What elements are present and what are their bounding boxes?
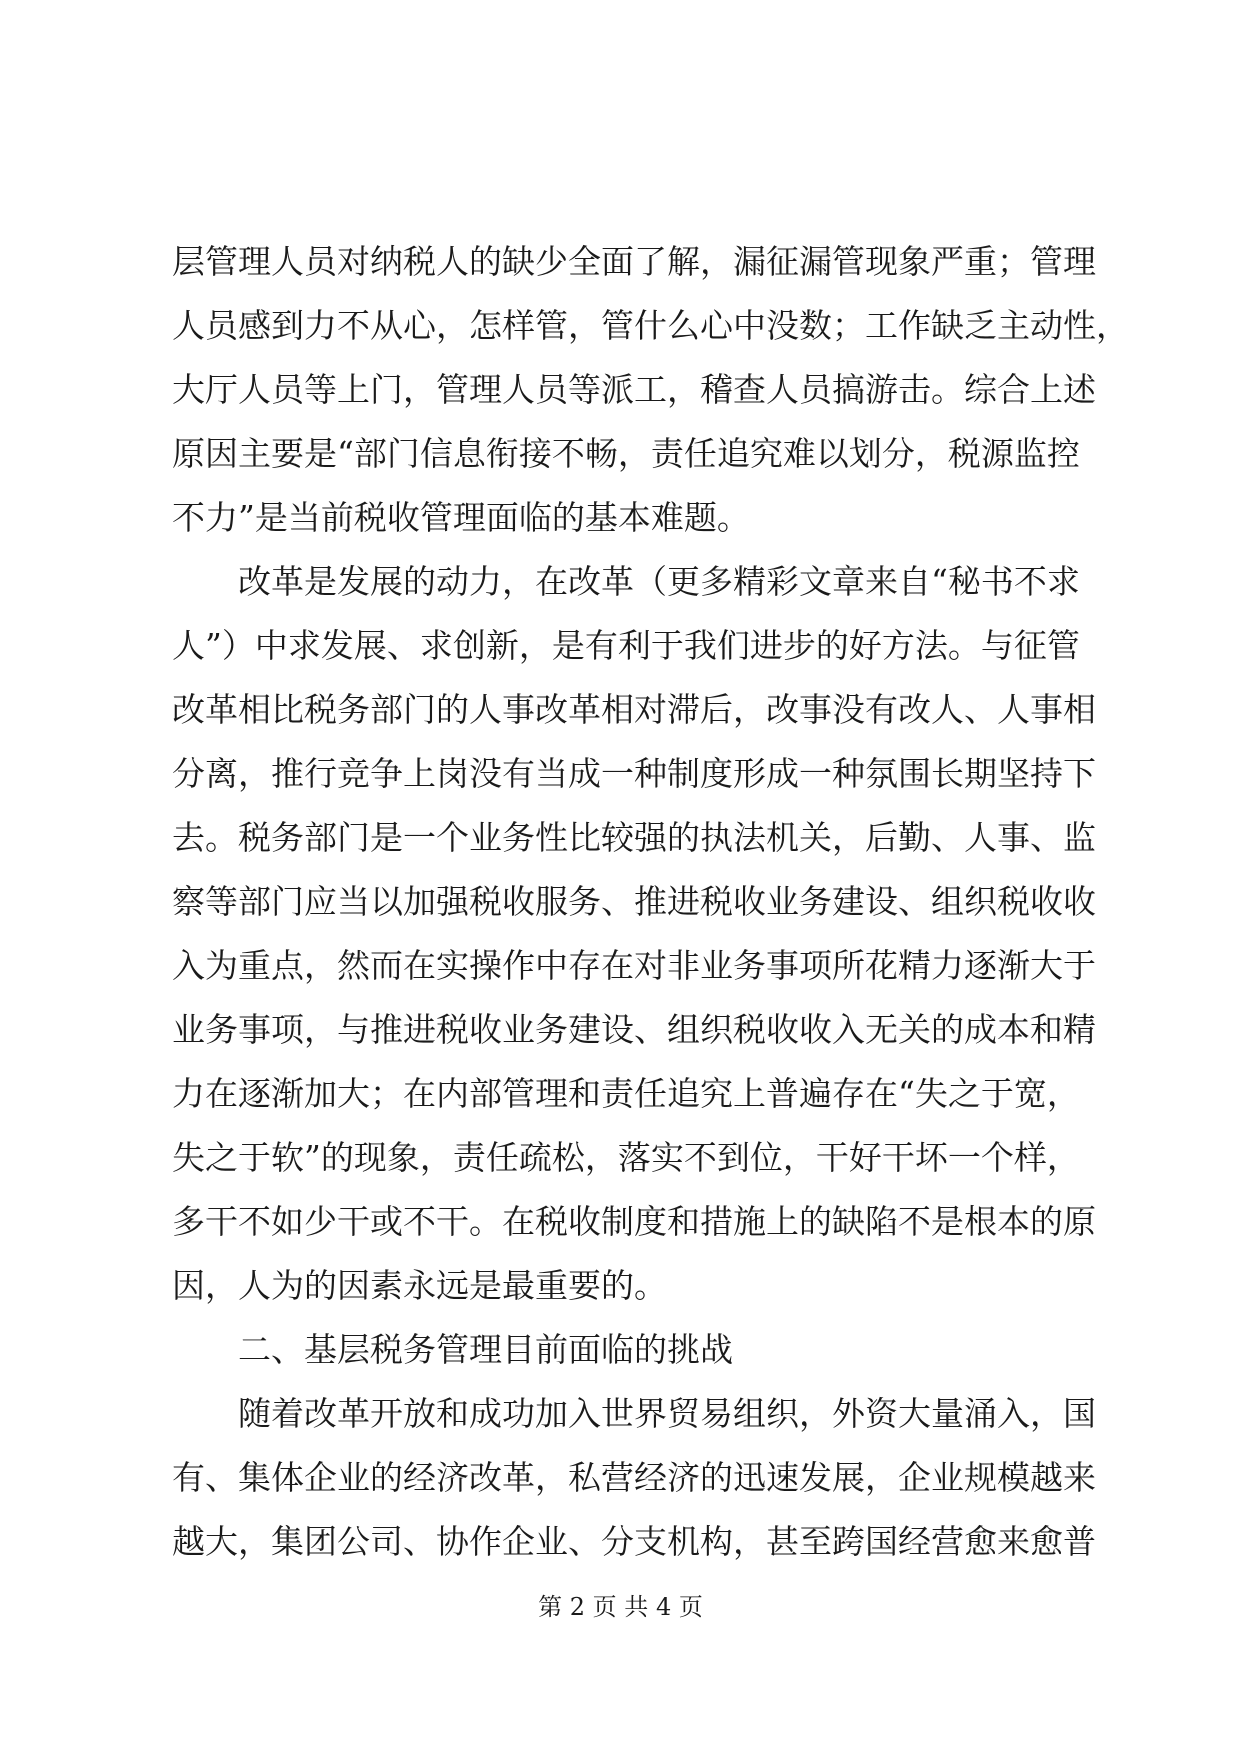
- text-line: 察等部门应当以加强税收服务、推进税收业务建设、组织税收收: [172, 882, 1096, 921]
- text-line: 原因主要是“部门信息衔接不畅，责任追究难以划分，税源监控: [172, 434, 1080, 473]
- page-number-footer: 第 2 页 共 4 页: [538, 1593, 703, 1621]
- text-line: 越大，集团公司、协作企业、分支机构，甚至跨国经营愈来愈普: [172, 1522, 1096, 1561]
- text-line: 业务事项，与推进税收业务建设、组织税收收入无关的成本和精: [172, 1010, 1096, 1049]
- paragraph-first-line: 随着改革开放和成功加入世界贸易组织，外资大量涌入，国: [238, 1394, 1096, 1433]
- text-line: 不力”是当前税收管理面临的基本难题。: [172, 498, 750, 537]
- text-line: 分离，推行竞争上岗没有当成一种制度形成一种氛围长期坚持下: [172, 754, 1096, 793]
- text-line: 层管理人员对纳税人的缺少全面了解，漏征漏管现象严重；管理: [172, 242, 1096, 281]
- text-line: 失之于软”的现象，责任疏松，落实不到位，干好干坏一个样，: [172, 1138, 1080, 1177]
- text-line: 多干不如少干或不干。在税收制度和措施上的缺陷不是根本的原: [172, 1202, 1096, 1241]
- text-line: 力在逐渐加大；在内部管理和责任追究上普遍存在“失之于宽，: [172, 1074, 1080, 1113]
- text-line: 有、集体企业的经济改革，私营经济的迅速发展，企业规模越来: [172, 1458, 1096, 1497]
- text-line: 大厅人员等上门，管理人员等派工，稽查人员搞游击。综合上述: [172, 370, 1096, 409]
- text-line: 入为重点，然而在实操作中存在对非业务事项所花精力逐渐大于: [172, 946, 1096, 985]
- section-heading: 二、基层税务管理目前面临的挑战: [238, 1330, 733, 1369]
- document-body: [172, 230, 1129, 1574]
- text-line: 去。税务部门是一个业务性比较强的执法机关，后勤、人事、监: [172, 818, 1096, 857]
- text-line: 人”）中求发展、求创新，是有利于我们进步的好方法。与征管: [172, 626, 1080, 665]
- paragraph-first-line: 改革是发展的动力，在改革（更多精彩文章来自“秘书不求: [238, 562, 1080, 601]
- text-line: 人员感到力不从心，怎样管，管什么心中没数；工作缺乏主动性，: [172, 306, 1129, 345]
- text-line: 改革相比税务部门的人事改革相对滞后，改事没有改人、人事相: [172, 690, 1096, 729]
- text-line: 因，人为的因素永远是最重要的。: [172, 1266, 667, 1305]
